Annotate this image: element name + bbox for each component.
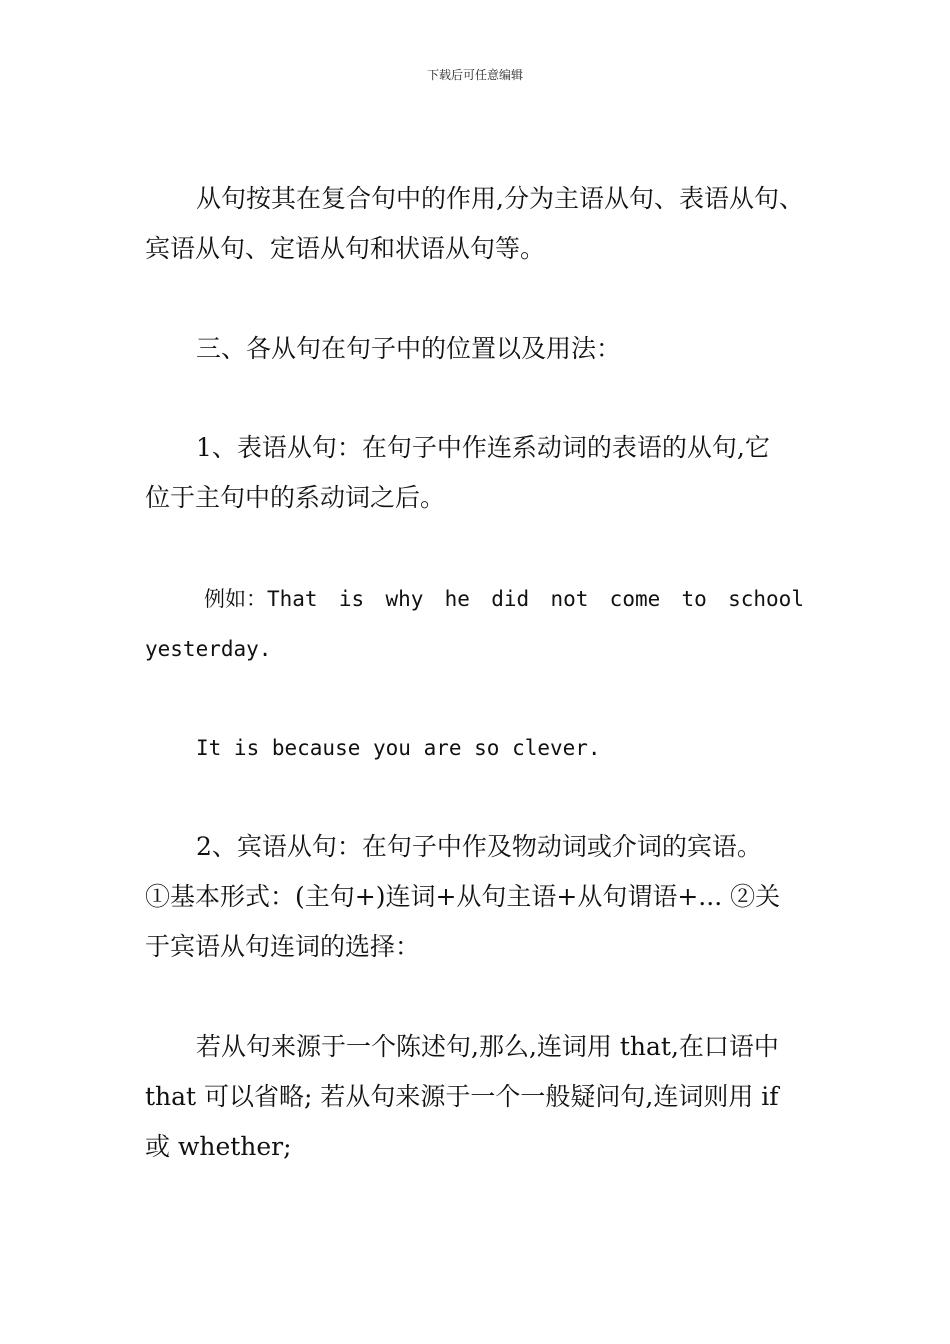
example-word: why — [385, 587, 424, 611]
example-word: school — [728, 587, 804, 611]
section-heading: 三、各从句在句子中的位置以及用法： — [196, 334, 622, 363]
paragraph-line: 若从句来源于一个陈述句,那么,连词用 that,在口语中 — [196, 1032, 779, 1061]
paragraph-line: 宾语从句、定语从句和状语从句等。 — [145, 234, 546, 263]
example-word: 例如：That — [204, 587, 318, 611]
example-word: to — [681, 587, 707, 611]
example-word: not — [550, 587, 589, 611]
paragraph-line: ①基本形式：(主句+)连词+从句主语+从句谓语+... ②关 — [145, 882, 781, 911]
paragraph-line: 1、表语从句：在句子中作连系动词的表语的从句,它 — [196, 433, 770, 462]
page-header: 下载后可任意编辑 — [426, 68, 523, 82]
paragraph-line: 位于主句中的系动词之后。 — [145, 483, 446, 512]
example-word: is — [338, 587, 365, 611]
paragraph-line: 从句按其在复合句中的作用,分为主语从句、表语从句、 — [196, 184, 804, 213]
example-word: he — [444, 587, 470, 611]
example-line: It is because you are so clever. — [196, 736, 601, 760]
paragraph-line: that 可以省略; 若从句来源于一个一般疑问句,连词则用 if — [145, 1082, 779, 1111]
paragraph-line: 于宾语从句连词的选择： — [145, 932, 421, 961]
example-line: yesterday. — [145, 637, 272, 661]
example-line — [204, 584, 804, 614]
example-word: did — [491, 587, 530, 611]
example-word: come — [609, 587, 661, 611]
paragraph-line: 2、宾语从句：在句子中作及物动词或介词的宾语。 — [196, 832, 762, 861]
paragraph-line: 或 whether; — [145, 1132, 292, 1161]
